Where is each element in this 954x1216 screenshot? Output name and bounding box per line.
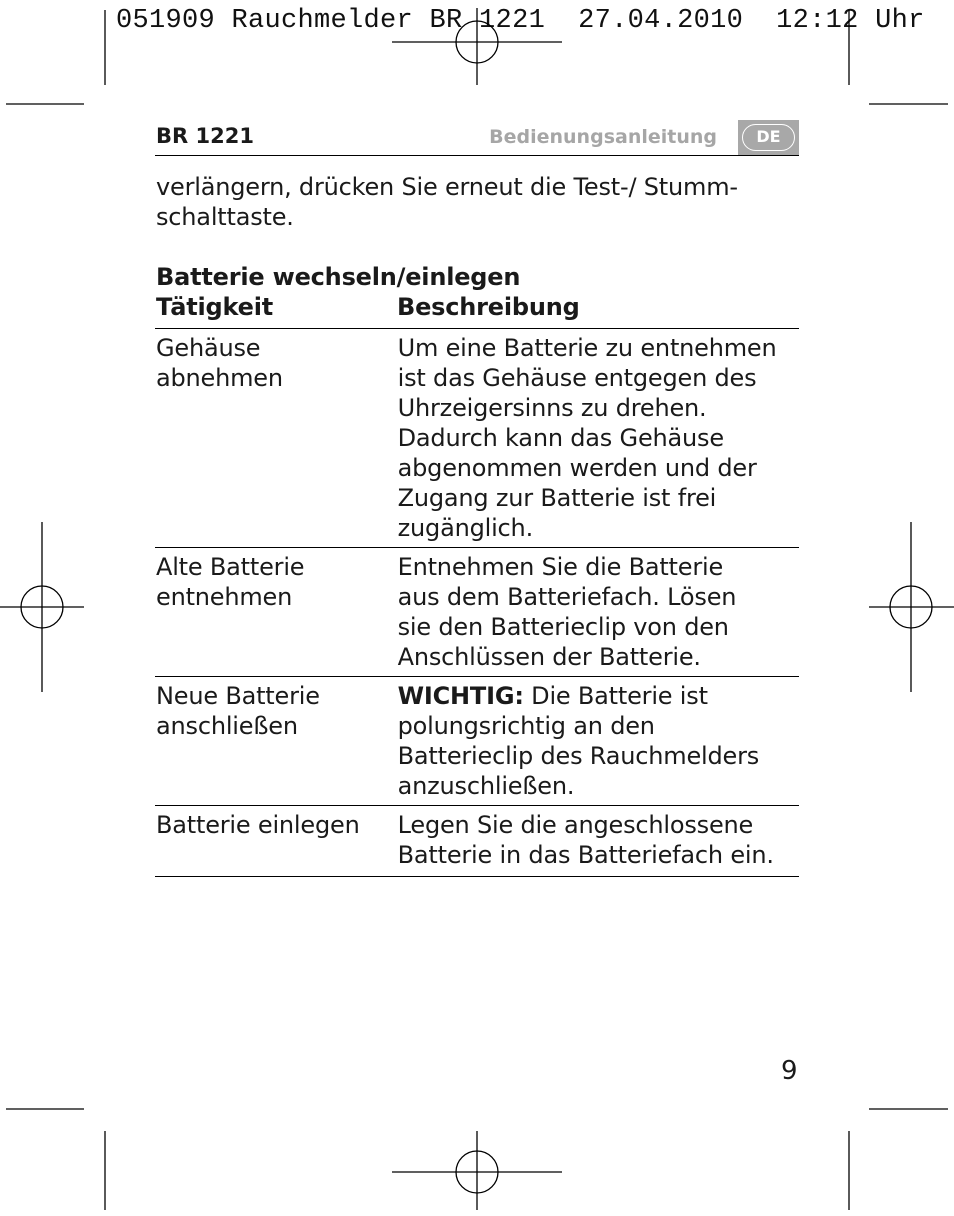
action-cell xyxy=(155,333,398,543)
column-header-action: Tätigkeit xyxy=(156,293,274,321)
action-line: abnehmen xyxy=(156,364,283,392)
description-line: Um eine Batterie zu entnehmen xyxy=(397,334,777,362)
action-line: anschließen xyxy=(156,712,298,740)
action-line: entnehmen xyxy=(156,583,293,611)
registration-target-top xyxy=(392,8,562,85)
page-number: 9 xyxy=(781,1056,798,1086)
registration-target-left xyxy=(0,522,84,692)
column-header-description: Beschreibung xyxy=(397,293,580,321)
important-label: WICHTIG: xyxy=(397,682,524,710)
header-rule xyxy=(155,155,799,156)
intro-line-2: schalttaste. xyxy=(156,203,294,231)
table-row xyxy=(155,329,799,548)
description-line: zugänglich. xyxy=(397,514,533,542)
section-title: Batterie wechseln/einlegen xyxy=(156,263,521,291)
action-cell xyxy=(155,681,398,801)
description-line: Entnehmen Sie die Batterie xyxy=(397,553,724,581)
print-slug: 051909 Rauchmelder BR 1221 27.04.2010 12:12 Uhr xyxy=(116,6,925,36)
description-line: aus dem Batteriefach. Lösen xyxy=(397,583,737,611)
intro-line-1: verlängern, drücken Sie erneut die Test-/ Stumm- xyxy=(156,173,738,201)
action-cell xyxy=(155,810,398,870)
description-line: Zugang zur Batterie ist frei xyxy=(397,484,717,512)
description-line: polungsrichtig an den xyxy=(397,712,655,740)
description-cell xyxy=(398,333,799,543)
description-cell xyxy=(398,681,799,801)
intro-paragraph xyxy=(156,172,806,232)
description-line: Legen Sie die angeschlossene xyxy=(397,811,754,839)
description-line: abgenommen werden und der xyxy=(397,454,757,482)
description-cell xyxy=(398,810,799,870)
table-row xyxy=(155,806,799,877)
description-line: Batterieclip des Rauchmelders xyxy=(397,742,760,770)
description-cell xyxy=(398,552,799,672)
action-line: Batterie einlegen xyxy=(156,811,360,839)
battery-steps-table xyxy=(155,328,799,877)
registration-target-right xyxy=(869,522,954,692)
description-line: Batterie in das Batteriefach ein. xyxy=(397,841,774,869)
description-line: Die Batterie ist xyxy=(523,682,708,710)
header-doc-type: Bedienungsanleitung xyxy=(489,126,717,148)
description-line: Uhrzeigersinns zu drehen. xyxy=(397,394,707,422)
description-line: Anschlüssen der Batterie. xyxy=(397,643,701,671)
registration-target-bottom xyxy=(392,1131,562,1210)
action-line: Neue Batterie xyxy=(156,682,320,710)
action-line: Gehäuse xyxy=(156,334,261,362)
action-line: Alte Batterie xyxy=(156,553,305,581)
action-cell xyxy=(155,552,398,672)
language-badge: DE xyxy=(742,124,795,151)
description-line: Dadurch kann das Gehäuse xyxy=(397,424,724,452)
description-line: ist das Gehäuse entgegen des xyxy=(397,364,757,392)
table-row xyxy=(155,677,799,806)
description-line: sie den Batterieclip von den xyxy=(397,613,729,641)
description-line: anzuschließen. xyxy=(397,772,575,800)
table-row xyxy=(155,548,799,677)
header-model: BR 1221 xyxy=(156,124,254,148)
